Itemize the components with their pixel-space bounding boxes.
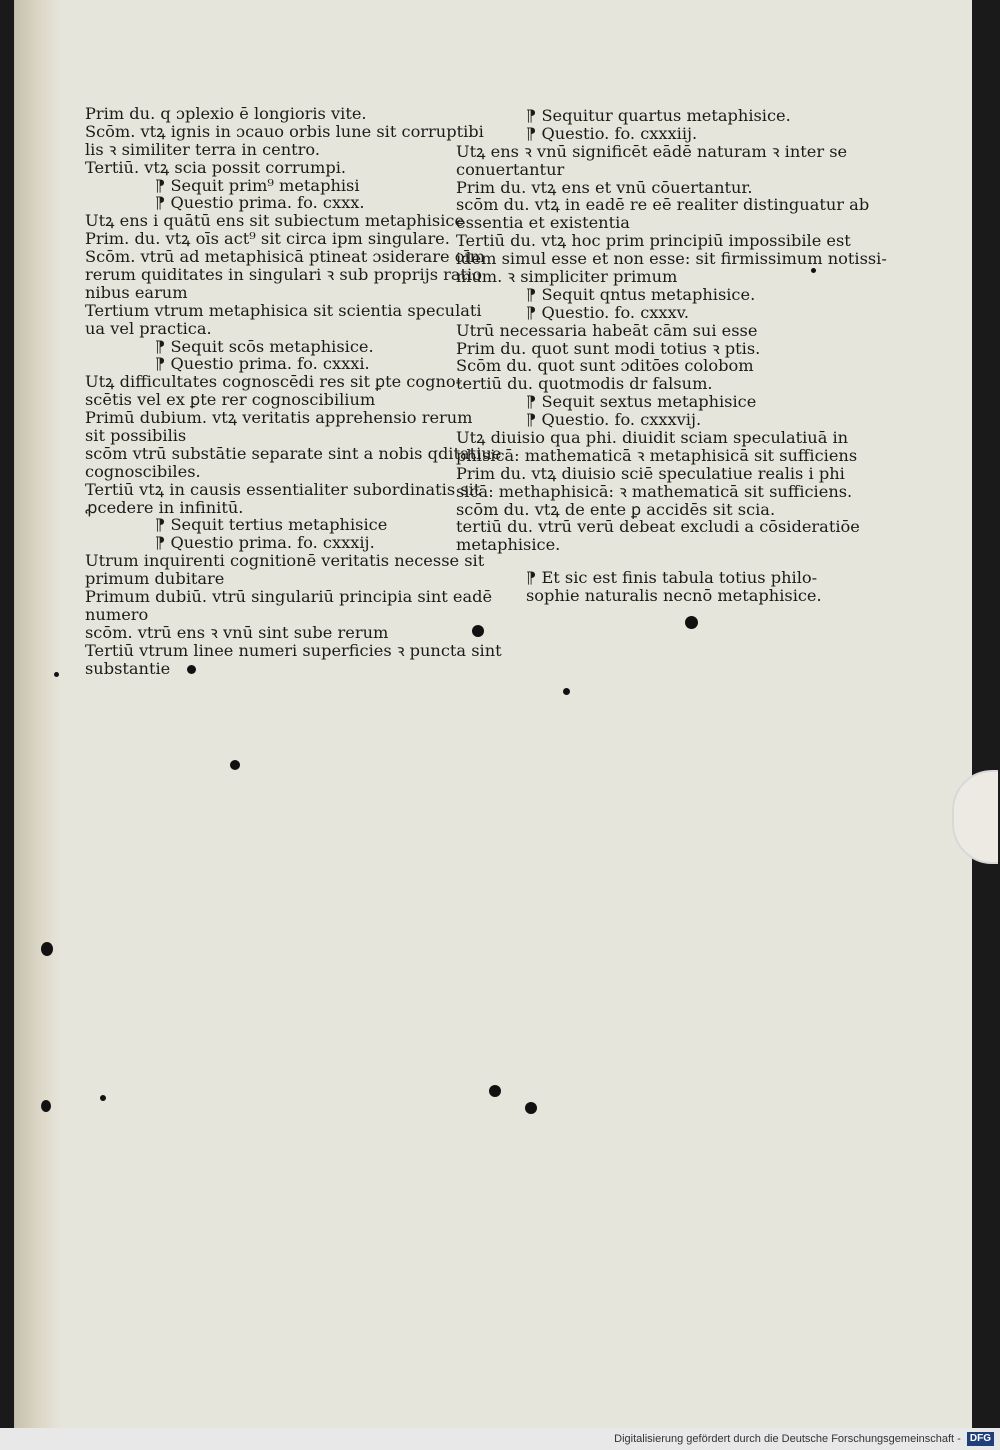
book-page xyxy=(14,0,972,1428)
text-line: sit possibilis xyxy=(85,426,187,446)
text-line: ⁋ Questio. fo. cxxxv. xyxy=(526,302,690,322)
ink-spot xyxy=(811,268,816,273)
text-line: ⁋ Sequitur quartus metaphisice. xyxy=(526,106,791,125)
text-line: Utꝝ diuisio qua phi. diuidit sciam speculatiuā in xyxy=(456,428,849,448)
page-gutter xyxy=(15,0,61,1428)
ink-spot xyxy=(41,1100,51,1112)
text-line: lis ꝛ similiter terra in centro. xyxy=(85,139,320,159)
text-line: Scōm. vtꝝ ignis in ɔcauo orbis lune sit corruptibi xyxy=(85,121,484,141)
text-line: Prim du. quot sunt modi totius ꝛ ptis. xyxy=(456,338,761,358)
text-line: ⁋ Sequit qntus metaphisice. xyxy=(526,284,756,304)
ink-spot xyxy=(100,1095,106,1101)
text-line: metaphisice. xyxy=(456,535,561,555)
ink-spot xyxy=(54,672,59,677)
text-line: ꝓcedere in infinitū. xyxy=(85,497,244,517)
colophon xyxy=(456,569,887,605)
text-line: Utꝝ ens i quātū ens sit subiectum metaphisice xyxy=(85,211,465,231)
left-column xyxy=(85,105,502,678)
text-line: Prim du. vtꝝ diuisio sciē speculatiue realis i phi xyxy=(456,463,845,483)
text-line: ⁋ Sequit scōs metaphisice. xyxy=(155,336,374,356)
ink-spot xyxy=(230,760,240,770)
text-line: Primum dubiū. vtrū singulariū principia sint eadē xyxy=(85,587,493,607)
text-line: Primū dubium. vtꝝ veritatis apprehensio rerum xyxy=(85,408,473,428)
text-line: Tertiū vtꝝ in causis essentialiter subordinatis sit xyxy=(85,479,481,499)
colophon-line: ⁋ Et sic est finis tabula totius philo- xyxy=(526,568,818,588)
colophon-line: sophie naturalis necnō metaphisice. xyxy=(526,586,822,606)
text-line: ⁋ Questio prima. fo. cxxxi. xyxy=(155,354,370,374)
text-line: idem simul esse et non esse: sit firmissimum notissi- xyxy=(456,249,887,269)
text-line: tertiū du. quotmodis dr falsum. xyxy=(456,374,713,394)
footer-text: Digitalisierung gefördert durch die Deutsche Forschungsgemeinschaft - xyxy=(614,1433,961,1445)
text-line: tertiū du. vtrū verū debeat excludi a cōsideratiōe xyxy=(456,517,860,537)
text-line: Scōm du. quot sunt ɔditōes colobom xyxy=(456,356,754,376)
text-line: essentia et existentia xyxy=(456,213,630,233)
text-line: scōm du. vtꝝ de ente ꝑ accidēs sit scia. xyxy=(456,499,776,519)
text-line: ⁋ Sequit tertius metaphisice xyxy=(155,515,388,535)
text-line: scētis vel ex ꝑte rer cognoscibilium xyxy=(85,390,376,410)
text-line: ⁋ Questio. fo. cxxxiij. xyxy=(526,123,698,143)
right-column-lines xyxy=(456,107,887,554)
text-line: ⁋ Sequit prim⁹ metaphisi xyxy=(155,175,360,195)
text-line: nibus earum xyxy=(85,282,188,302)
text-line: primum dubitare xyxy=(85,569,225,589)
dfg-logo: DFG xyxy=(967,1432,994,1446)
text-line: scōm vtrū substātie separate sint a nobis qditatiue xyxy=(85,443,502,463)
text-line: scōm du. vtꝝ in eadē re eē realiter distinguatur ab xyxy=(456,195,870,215)
ink-spot xyxy=(41,942,53,956)
text-line: Prim du. q ɔplexio ē longioris vite. xyxy=(85,104,367,123)
text-line: sicā: methaphisicā: ꝛ mathematicā sit sufficiens. xyxy=(456,481,853,501)
text-line: cognoscibiles. xyxy=(85,461,201,481)
text-line: ⁋ Questio. fo. cxxxvij. xyxy=(526,410,702,430)
ink-spot xyxy=(685,616,698,629)
text-line: scōm. vtrū ens ꝛ vnū sint sube rerum xyxy=(85,622,389,642)
text-line: conuertantur xyxy=(456,159,565,179)
text-line: Prim du. vtꝝ ens et vnū cōuertantur. xyxy=(456,177,753,197)
right-column xyxy=(456,107,887,605)
ink-spot xyxy=(187,665,196,674)
ink-spot xyxy=(472,625,484,637)
text-line: Tertiū vtrum linee numeri superficies ꝛ puncta sint xyxy=(85,640,502,660)
ink-spot xyxy=(525,1102,537,1114)
text-line: ⁋ Sequit sextus metaphisice xyxy=(526,392,757,412)
text-line: Utꝝ difficultates cognoscēdi res sit ꝑte cogno- xyxy=(85,372,462,392)
text-line: Prim. du. vtꝝ oīs act⁹ sit circa ipm singulare. xyxy=(85,229,450,249)
text-line: Utrum inquirenti cognitionē veritatis necesse sit xyxy=(85,551,485,571)
text-line: mum. ꝛ simpliciter primum xyxy=(456,267,678,287)
text-line: numero xyxy=(85,604,149,624)
text-line: Tertiū du. vtꝝ hoc prim principiū impossibile est xyxy=(456,231,851,251)
ink-spot xyxy=(563,688,570,695)
ink-spot xyxy=(489,1085,501,1097)
text-line: phisicā: mathematicā ꝛ metaphisicā sit sufficiens xyxy=(456,445,858,465)
text-line: ua vel practica. xyxy=(85,318,212,338)
text-line: Utrū necessaria habeāt cām sui esse xyxy=(456,320,758,340)
text-line: ⁋ Questio prima. fo. cxxx. xyxy=(155,193,365,213)
footer-bar xyxy=(0,1428,1000,1450)
text-line: Scōm. vtrū ad metaphisicā ptineat ɔsiderare oīm xyxy=(85,247,486,267)
text-line: rerum quiditates in singulari ꝛ sub proprijs ratio xyxy=(85,265,482,285)
text-line: substantie xyxy=(85,658,171,678)
text-line: Tertium vtrum metaphisica sit scientia speculati xyxy=(85,300,482,320)
text-line: Utꝝ ens ꝛ vnū significēt eādē naturam ꝛ inter se xyxy=(456,141,848,161)
text-line: ⁋ Questio prima. fo. cxxxij. xyxy=(155,533,375,553)
colophon-gap xyxy=(456,554,887,569)
text-line: Tertiū. vtꝝ scia possit corrumpi. xyxy=(85,157,347,177)
